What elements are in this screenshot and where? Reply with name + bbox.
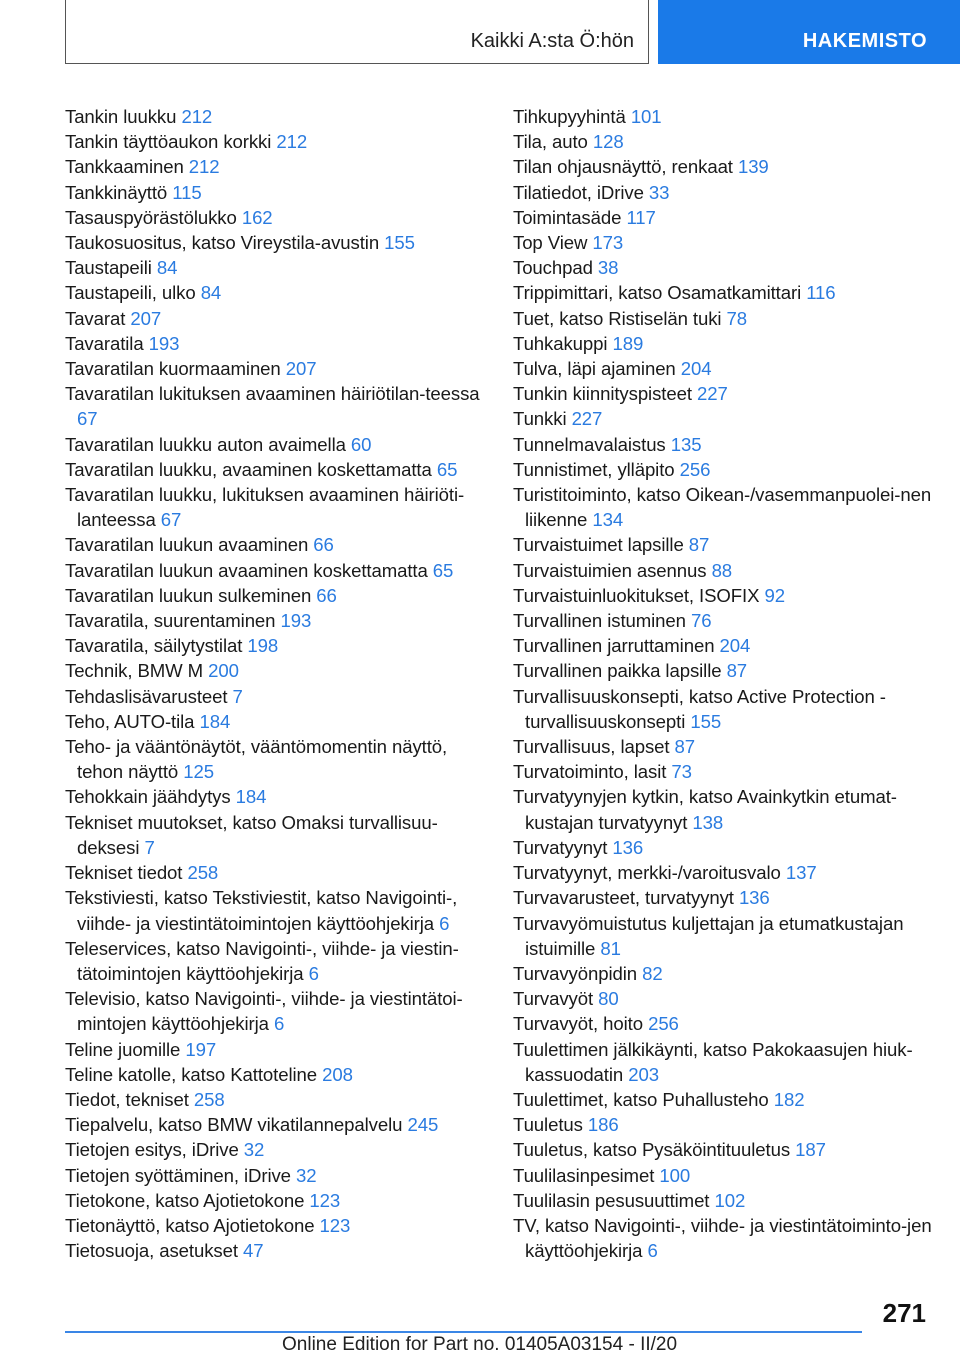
- page-number: 271: [882, 1298, 926, 1328]
- index-term: Teleservices, katso Navigointi-, viihde- ja viestin-tätoimintojen käyttöohjekirja: [65, 937, 459, 984]
- index-term: Tankin luukku: [65, 106, 177, 127]
- index-entry: [65, 180, 495, 205]
- index-entry: [513, 1163, 943, 1188]
- page-link[interactable]: 189: [612, 332, 644, 354]
- index-term: TV, katso Navigointi-, viihde- ja viestintätoiminto-jen käyttöohjekirja: [513, 1214, 932, 1262]
- index-entry: [65, 709, 495, 734]
- page-link[interactable]: 227: [696, 383, 728, 405]
- footer-edition: Online Edition for Part no. 01405A03154 - II/20: [282, 1334, 678, 1355]
- index-entry: [513, 1137, 943, 1162]
- page-link[interactable]: 125: [183, 761, 214, 783]
- footer-divider: [65, 1331, 862, 1333]
- index-entry: [513, 734, 943, 759]
- index-entry: [65, 255, 495, 280]
- page-link[interactable]: 117: [626, 206, 656, 228]
- page-link[interactable]: 182: [773, 1088, 805, 1110]
- index-entry: [65, 1037, 495, 1062]
- page-link[interactable]: 198: [247, 635, 279, 657]
- index-entry: [65, 129, 495, 154]
- index-term: Turvavarusteet, turvatyynyt: [513, 887, 734, 909]
- index-term: Tuulilasinpesimet: [513, 1164, 655, 1186]
- index-term: Tiepalvelu, katso BMW vikatilannepalvelu: [65, 1114, 403, 1136]
- index-term: Turvatyynyt: [513, 836, 608, 858]
- page-link[interactable]: 136: [612, 836, 644, 858]
- index-term: Tiedot, tekniset: [65, 1088, 189, 1110]
- index-term: Turvavyönpidin: [513, 962, 637, 984]
- index-term: Tekstiviesti, katso Tekstiviestit, katso Navigointi-, viihde- ja viestintätoimintojen käyttöohjekirja: [65, 887, 458, 934]
- index-entry: [65, 457, 495, 482]
- index-entry: [65, 1238, 495, 1263]
- index-term: Top View: [513, 232, 588, 254]
- index-entry: [513, 911, 943, 961]
- page-link[interactable]: 256: [679, 458, 711, 480]
- index-term: Turvallinen istuminen: [513, 610, 686, 632]
- index-term: Tasauspyörästölukko: [65, 206, 237, 228]
- page-link[interactable]: 92: [764, 584, 785, 606]
- index-entry: [513, 1011, 943, 1036]
- index-term: Turvavyömuistutus kuljettajan ja etumatkustajan istuimille: [513, 912, 904, 959]
- index-term: Tunnelmavalaistus: [513, 433, 666, 455]
- index-term: Turvavyöt, hoito: [513, 1013, 643, 1035]
- index-term: Televisio, katso Navigointi-, viihde- ja viestintätoi-mintojen käyttöohjekirja: [65, 988, 463, 1035]
- index-term: Tavarat: [65, 307, 126, 329]
- page-link[interactable]: 67: [160, 509, 182, 531]
- page-link[interactable]: 212: [276, 131, 308, 153]
- page-link[interactable]: 193: [148, 332, 180, 354]
- index-term: Tankin täyttöaukon korkki: [65, 131, 272, 153]
- page-link[interactable]: 258: [193, 1088, 225, 1110]
- index-term: Tavaratilan luukun sulkeminen: [65, 584, 312, 606]
- index-term: Tavaratilan luukku, lukituksen avaaminen häiriöti-lanteessa: [65, 484, 465, 531]
- index-term: Turistitoiminto, katso Oikean-/vasemmanpuolei-nen liikenne: [513, 484, 932, 531]
- page-link[interactable]: 84: [156, 257, 178, 279]
- index-term: Tietojen syöttäminen, iDrive: [65, 1164, 291, 1186]
- page-link[interactable]: 123: [309, 1189, 341, 1211]
- index-entry: [513, 835, 943, 860]
- page-link[interactable]: 173: [592, 232, 624, 254]
- index-column-left: [65, 104, 495, 1263]
- index-entry: [65, 608, 495, 633]
- page-link[interactable]: 155: [690, 710, 722, 732]
- index-term: Tila, auto: [513, 131, 588, 153]
- index-entry: [513, 608, 943, 633]
- index-entry: [65, 356, 495, 381]
- index-term: Tuulilasin pesusuuttimet: [513, 1189, 710, 1211]
- page-link[interactable]: 204: [680, 358, 712, 380]
- page-link[interactable]: 88: [711, 559, 733, 581]
- index-entry: [65, 684, 495, 709]
- index-tab[interactable]: [658, 0, 960, 64]
- index-entry: [65, 633, 495, 658]
- index-entry: [513, 255, 943, 280]
- page-link[interactable]: 60: [350, 433, 372, 455]
- index-term: Tankkaaminen: [65, 156, 184, 178]
- page-link[interactable]: 67: [77, 408, 98, 430]
- page-link[interactable]: 47: [243, 1240, 264, 1262]
- page-link[interactable]: 32: [243, 1139, 265, 1161]
- index-term: Tavaratilan luukun avaaminen koskettamatta: [65, 559, 428, 581]
- page-link[interactable]: 245: [407, 1114, 439, 1136]
- page-link[interactable]: 187: [795, 1139, 826, 1161]
- index-term: Tavaratila, säilytystilat: [65, 635, 243, 657]
- index-term: Tietonäyttö, katso Ajotietokone: [65, 1214, 315, 1236]
- index-entry: [65, 532, 495, 557]
- index-entry: [65, 558, 495, 583]
- index-term: Tekniset muutokset, katso Omaksi turvallisuu-deksesi: [65, 811, 438, 858]
- index-term: Tietokone, katso Ajotietokone: [65, 1189, 305, 1211]
- page-link[interactable]: 204: [719, 635, 751, 657]
- index-entry: [65, 885, 495, 935]
- page-link[interactable]: 184: [235, 786, 267, 808]
- page-link[interactable]: 203: [628, 1063, 659, 1085]
- index-term: Tavaratilan lukituksen avaaminen häiriötilan-teessa: [65, 383, 480, 405]
- page-link[interactable]: 162: [241, 206, 273, 228]
- index-term: Tietosuoja, asetukset: [65, 1240, 238, 1262]
- index-term: Taukosuositus, katso Vireystila-avustin: [65, 232, 380, 254]
- index-term: Tuulettimet, katso Puhallusteho: [513, 1088, 769, 1110]
- index-entry: [65, 1087, 495, 1112]
- index-entry: [513, 860, 943, 885]
- page-link[interactable]: 32: [296, 1164, 317, 1186]
- index-term: Toimintasäde: [513, 206, 622, 228]
- index-entry: [65, 482, 495, 532]
- index-term: Tuuletus, katso Pysäköintituuletus: [513, 1139, 791, 1161]
- page-link[interactable]: 84: [200, 282, 222, 304]
- index-entry: [65, 986, 495, 1036]
- index-term: Turvallisuuskonsepti, katso Active Protection -turvallisuuskonsepti: [513, 685, 886, 732]
- index-entry: [513, 230, 943, 255]
- index-entry: [513, 558, 943, 583]
- page-link[interactable]: 78: [726, 307, 748, 329]
- index-term: Taustapeili, ulko: [65, 282, 196, 304]
- index-term: Tuhkakuppi: [513, 332, 608, 354]
- page-link[interactable]: 208: [322, 1063, 353, 1085]
- index-entry: [65, 205, 495, 230]
- page-link[interactable]: 7: [232, 685, 243, 707]
- index-term: Tankkinäyttö: [65, 181, 168, 203]
- index-term: Turvaistuinluokitukset, ISOFIX: [513, 584, 760, 606]
- index-entry: [513, 381, 943, 406]
- page-link[interactable]: 137: [785, 862, 817, 884]
- index-term: Tilan ohjausnäyttö, renkaat: [513, 156, 733, 178]
- index-entry: [513, 784, 943, 834]
- index-entry: [65, 230, 495, 255]
- index-entry: [65, 1213, 495, 1238]
- page-link[interactable]: 6: [273, 1013, 285, 1035]
- index-entry: [65, 734, 495, 784]
- index-entry: [513, 205, 943, 230]
- index-term: Tunnistimet, ylläpito: [513, 458, 675, 480]
- index-entry: [65, 1137, 495, 1162]
- page-link[interactable]: 115: [172, 181, 202, 203]
- page-link[interactable]: 81: [600, 937, 621, 959]
- index-term: Tihkupyyhintä: [513, 106, 626, 127]
- page-link[interactable]: 155: [384, 232, 415, 254]
- page-link[interactable]: 139: [737, 156, 769, 178]
- index-term: Turvatoiminto, lasit: [513, 761, 667, 783]
- page-link[interactable]: 73: [671, 761, 692, 783]
- page-link[interactable]: 38: [597, 257, 619, 279]
- page-link[interactable]: 87: [726, 660, 748, 682]
- index-term: Teho, AUTO-tila: [65, 710, 195, 732]
- index-term: Turvatyynyt, merkki-/varoitusvalo: [513, 862, 781, 884]
- page-link[interactable]: 200: [208, 660, 239, 682]
- index-entry: [65, 936, 495, 986]
- page-link[interactable]: 193: [280, 610, 312, 632]
- page-link[interactable]: 66: [313, 534, 334, 556]
- index-entry: [65, 306, 495, 331]
- index-entry: [513, 406, 943, 431]
- index-entry: [65, 784, 495, 809]
- index-term: Tulva, läpi ajaminen: [513, 358, 676, 380]
- page-link[interactable]: 116: [806, 282, 836, 304]
- page-link[interactable]: 212: [181, 106, 213, 127]
- index-term: Tavaratila, suurentaminen: [65, 610, 276, 632]
- page-link[interactable]: 184: [199, 710, 231, 732]
- index-entry: [65, 280, 495, 305]
- index-entry: [513, 885, 943, 910]
- page-link[interactable]: 6: [647, 1240, 658, 1262]
- page-link[interactable]: 123: [319, 1214, 351, 1236]
- index-entry: [513, 280, 943, 305]
- index-term: Tehdaslisävarusteet: [65, 685, 228, 707]
- index-entry: [65, 658, 495, 683]
- index-entry: [513, 356, 943, 381]
- index-term: Touchpad: [513, 257, 593, 279]
- section-tab-label: Kaikki A:sta Ö:hön: [470, 30, 634, 52]
- page-link[interactable]: 128: [592, 131, 624, 153]
- index-term: Turvallisuus, lapset: [513, 736, 670, 758]
- index-entry: [513, 684, 943, 734]
- page-link[interactable]: 227: [571, 408, 603, 430]
- index-entry: [513, 457, 943, 482]
- index-term: Teline juomille: [65, 1038, 181, 1060]
- index-entry: [65, 154, 495, 179]
- index-term: Teho- ja vääntönäytöt, vääntömomentin näyttö, tehon näyttö: [65, 736, 448, 783]
- page-link[interactable]: 6: [439, 912, 450, 934]
- index-term: Tehokkain jäähdytys: [65, 786, 231, 808]
- index-term: Tavaratilan luukun avaaminen: [65, 534, 309, 556]
- page-link[interactable]: 207: [285, 358, 317, 380]
- index-entry: [513, 432, 943, 457]
- index-term: Tietojen esitys, iDrive: [65, 1139, 239, 1161]
- index-entry: [513, 129, 943, 154]
- index-entry: [513, 532, 943, 557]
- page-link[interactable]: 65: [436, 458, 458, 480]
- index-term: Tavaratilan kuormaaminen: [65, 358, 281, 380]
- index-term: Turvatyynyjen kytkin, katso Avainkytkin etumat-kustajan turvatyynyt: [513, 786, 897, 833]
- page-link[interactable]: 135: [670, 433, 702, 455]
- index-entry: [513, 633, 943, 658]
- index-term: Trippimittari, katso Osamatkamittari: [513, 282, 802, 304]
- page-link[interactable]: 186: [587, 1114, 619, 1136]
- page-link[interactable]: 258: [187, 862, 219, 884]
- page-link[interactable]: 66: [316, 584, 337, 606]
- page-link[interactable]: 6: [308, 962, 319, 984]
- section-tab[interactable]: [65, 0, 649, 64]
- index-term: Turvaistuimien asennus: [513, 559, 707, 581]
- index-entry: [513, 1087, 943, 1112]
- index-term: Tuulettimen jälkikäynti, katso Pakokaasujen hiuk-kassuodatin: [513, 1038, 913, 1085]
- page-link[interactable]: 207: [130, 307, 162, 329]
- page-link[interactable]: 65: [432, 559, 454, 581]
- index-entry: [513, 1213, 943, 1263]
- index-entry: [65, 331, 495, 356]
- index-column-right: [513, 104, 943, 1263]
- page-link[interactable]: 87: [674, 736, 696, 758]
- index-term: Tekniset tiedot: [65, 862, 183, 884]
- index-entry: [513, 180, 943, 205]
- index-term: Turvaistuimet lapsille: [513, 534, 684, 556]
- index-term: Teline katolle, katso Kattoteline: [65, 1063, 318, 1085]
- index-term: Turvavyöt: [513, 988, 594, 1010]
- index-entry: [513, 658, 943, 683]
- index-term: Taustapeili: [65, 257, 152, 279]
- index-entry: [65, 104, 495, 129]
- index-entry: [513, 331, 943, 356]
- page-link[interactable]: 197: [185, 1038, 217, 1060]
- index-term: Tavaratila: [65, 332, 144, 354]
- index-entry: [513, 583, 943, 608]
- index-tab-label: HAKEMISTO: [802, 30, 927, 52]
- index-entry: [65, 381, 495, 431]
- index-entry: [65, 1112, 495, 1137]
- index-term: Tuet, katso Ristiselän tuki: [513, 307, 722, 329]
- index-entry: [513, 1112, 943, 1137]
- page-link[interactable]: 138: [692, 811, 724, 833]
- index-entry: [65, 810, 495, 860]
- index-term: Turvallinen paikka lapsille: [513, 660, 722, 682]
- page-link[interactable]: 256: [648, 1013, 679, 1035]
- page-link[interactable]: 7: [144, 836, 155, 858]
- index-entry: [513, 104, 943, 129]
- index-term: Tavaratilan luukku, avaaminen koskettamatta: [65, 458, 432, 480]
- index-entry: [513, 306, 943, 331]
- index-term: Tilatiedot, iDrive: [513, 181, 644, 203]
- index-term: Tuuletus: [513, 1114, 583, 1136]
- index-term: Technik, BMW M: [65, 660, 204, 682]
- index-entry: [65, 1163, 495, 1188]
- page-link[interactable]: 100: [659, 1164, 691, 1186]
- index-term: Turvallinen jarruttaminen: [513, 635, 715, 657]
- index-entry: [65, 432, 495, 457]
- index-entry: [513, 482, 943, 532]
- index-entry: [65, 860, 495, 885]
- index-entry: [513, 961, 943, 986]
- index-entry: [513, 154, 943, 179]
- index-entry: [513, 759, 943, 784]
- page-link[interactable]: 136: [738, 887, 770, 909]
- page-link[interactable]: 33: [648, 181, 670, 203]
- page-link[interactable]: 80: [598, 988, 619, 1010]
- index-term: Tunkin kiinnityspisteet: [513, 383, 692, 405]
- index-entry: [65, 1062, 495, 1087]
- page-link[interactable]: 101: [630, 106, 662, 127]
- index-term: Tunkki: [513, 408, 567, 430]
- index-entry: [65, 1188, 495, 1213]
- page-link[interactable]: 82: [642, 962, 663, 984]
- page-link[interactable]: 102: [714, 1189, 746, 1211]
- index-entry: [65, 583, 495, 608]
- page-link[interactable]: 87: [688, 534, 710, 556]
- index-term: Tavaratilan luukku auton avaimella: [65, 433, 346, 455]
- page-link[interactable]: 76: [690, 610, 712, 632]
- index-entry: [513, 986, 943, 1011]
- index-entry: [513, 1037, 943, 1087]
- page-link[interactable]: 212: [188, 156, 220, 178]
- page-link[interactable]: 134: [592, 509, 624, 531]
- index-entry: [513, 1188, 943, 1213]
